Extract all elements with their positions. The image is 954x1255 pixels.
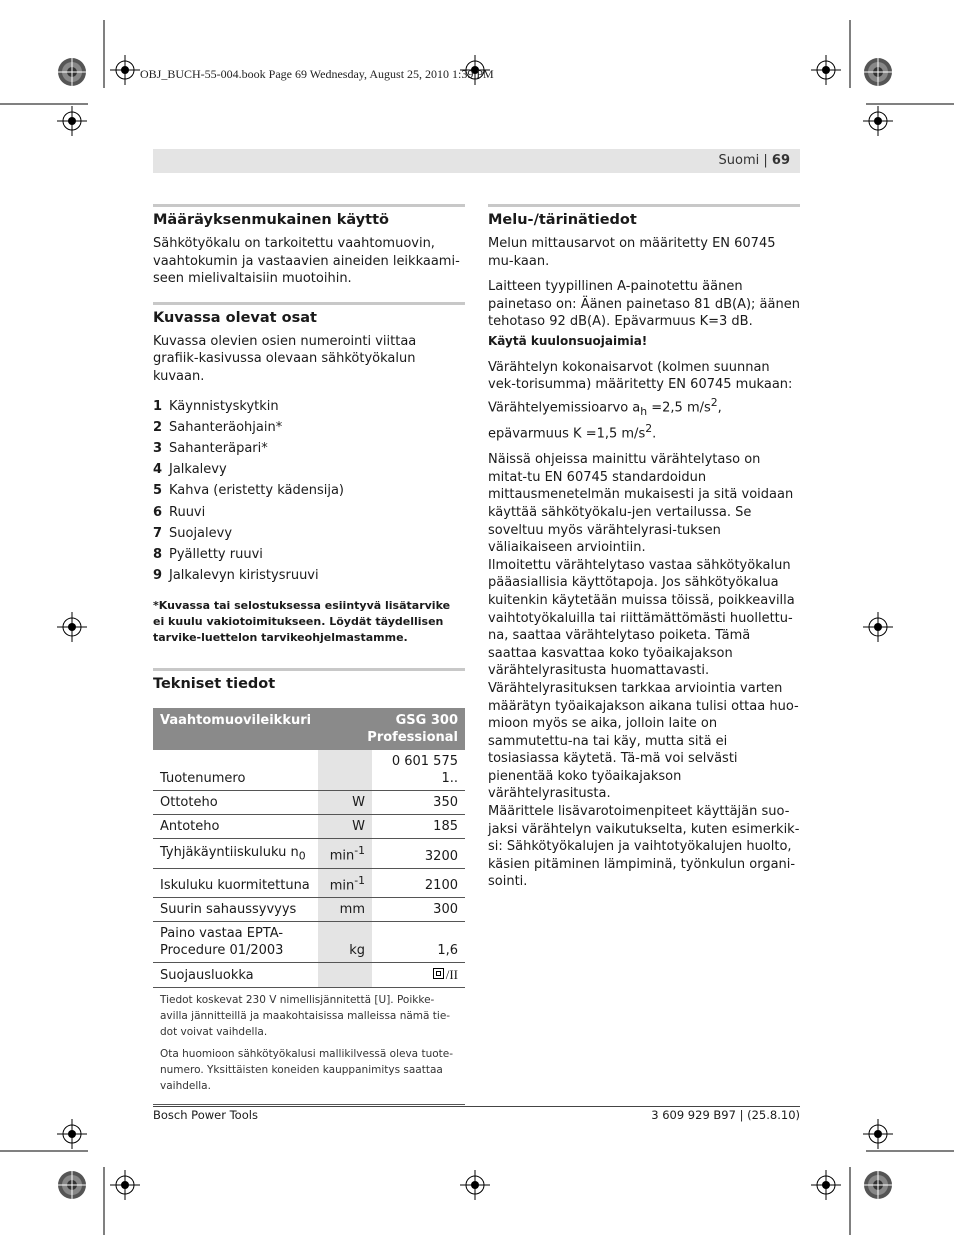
language-label: Suomi	[718, 153, 760, 168]
item-label: Kahva (eristetty kädensija)	[169, 483, 344, 499]
print-header: OBJ_BUCH-55-004.book Page 69 Wednesday, August 25, 2010 1:39 PM	[140, 67, 494, 81]
row-unit-text: min	[329, 877, 355, 893]
row-label: Tuotenumero	[153, 750, 318, 791]
intended-use-heading: Määräyksenmukainen käyttö	[153, 212, 389, 228]
protection-class-value: /II	[445, 966, 458, 982]
row-unit	[318, 962, 372, 987]
vib-sub: h	[640, 404, 648, 418]
vib-text-a: Värähtelyn kokonaisarvot (kolmen suunnan vek-torisumma) määritetty EN 60745 mukaan: Värähtelyemissioarvo a	[488, 359, 793, 416]
item-label: Pyälletty ruuvi	[169, 546, 263, 562]
vib-text-d: .	[652, 426, 657, 442]
table-row	[153, 815, 465, 839]
row-unit	[318, 868, 372, 897]
model-header	[318, 708, 465, 750]
page-header-label	[719, 153, 790, 168]
spec-table	[153, 708, 465, 988]
components-heading: Kuvassa olevat osat	[153, 309, 317, 326]
footer-doc-number: 3 609 929 B97 | (25.8.10)	[651, 1108, 800, 1122]
list-item	[153, 398, 465, 419]
row-label: Paino vastaa EPTA-Procedure 01/2003	[153, 921, 318, 962]
table-row	[153, 791, 465, 815]
item-number: 6	[153, 504, 163, 520]
item-number: 2	[153, 419, 163, 435]
components-list	[153, 398, 465, 589]
noise-paragraph: Melun mittausarvot on määritetty EN 60745 mu-kaan.	[488, 236, 776, 269]
vib-text-b: =2,5 m/s	[647, 400, 711, 416]
product-name-header: Vaahtomuovileikkuri	[153, 708, 318, 750]
row-label-sub: 0	[298, 849, 306, 863]
row-value: 350	[372, 791, 465, 815]
table-row	[153, 750, 465, 791]
vibration-paragraph: Määrittele lisävarotoimenpiteet käyttäjän suo-jaksi värähtelyn vaikutukselta, kuten esimerkik-si: Sähkötyökalujen ja vaihtotyökalujen huolto, käsien pitäminen lämpiminä, työnkulun organi-sointi.	[488, 804, 800, 890]
footer-brand: Bosch Power Tools	[153, 1108, 258, 1122]
components-intro: Kuvassa olevien osien numerointi viittaa grafiik-kasivussa olevaan sähkötyökalun kuvaan.	[153, 333, 417, 384]
row-unit-text: min	[329, 848, 355, 864]
protection-class-icon	[433, 968, 444, 979]
item-number: 7	[153, 525, 163, 541]
noise-heading: Melu-/tärinätiedot	[488, 212, 637, 228]
table-note: Tiedot koskevat 230 V nimellisjännitettä [U]. Poikke-avilla jännitteillä ja maakohtaisissa malleissa nämä tie-dot voivat vaihdella.	[160, 993, 451, 1038]
intended-use-text: Sähkötyökalu on tarkoitettu vaahtomuovin, vaahtokumin ja vastaavien aineiden leikkaami-seen mielivaltaisiin muotoihin.	[153, 236, 460, 287]
table-note: Ota huomioon sähkötyökalusi mallikilvessä oleva tuote-numero. Yksittäisten koneiden kauppanimitys saattaa vaihdella.	[160, 1047, 454, 1092]
list-item	[153, 504, 465, 525]
vibration-paragraph: Ilmoitettu värähtelytaso vastaa sähkötyökalun pääasiallisia käyttötapoja. Jos sähkötyökalua kuitenkin käytetään muissa töissä, poikkeavilla vaihtotyökaluilla tai riittämättömästi huollettu-na, saattaa värähtelytaso poiketa. Tämä saattaa kasvattaa koko työaikajakson värähtelyrasitusta huomattavasti.	[488, 557, 795, 679]
row-unit-sup: -1	[354, 844, 365, 858]
item-number: 8	[153, 546, 163, 562]
accessory-footnote: *Kuvassa tai selostuksessa esiintyvä lisätarvike ei kuulu vakiotoimitukseen. Löydät täydellisen tarvike-luettelon tarvikeohjelmastamme.	[153, 599, 451, 645]
item-number: 9	[153, 568, 163, 584]
table-header-row	[153, 708, 465, 750]
row-unit: kg	[318, 921, 372, 962]
page-header-bar	[153, 149, 800, 173]
item-number: 3	[153, 440, 163, 456]
vib-sup: 2	[645, 422, 653, 436]
model-line1: GSG 300	[395, 713, 458, 729]
row-value: 185	[372, 815, 465, 839]
vib-text-c: , epävarmuus K =1,5 m/s	[488, 400, 722, 442]
vibration-paragraph: Värähtelyrasituksen tarkkaa arviointia varten määrätyn työaikajakson aikana tulisi ottaa huo-mioon myös se aika, jolloin laite on sammutettu-na tai käy, mutta sitä ei tosiasiassa käytetä. Tä-mä voi selvästi pienentää koko työaikajakson värähtelyrasitusta.	[488, 680, 799, 802]
table-row	[153, 839, 465, 868]
list-item	[153, 482, 465, 503]
row-label: Iskuluku kuormitettuna	[153, 868, 318, 897]
row-label: Ottoteho	[153, 791, 318, 815]
technical-heading: Tekniset tiedot	[153, 676, 276, 693]
row-value: 300	[372, 897, 465, 921]
row-value: 1,6	[372, 921, 465, 962]
table-row	[153, 921, 465, 962]
list-item	[153, 419, 465, 440]
item-label: Ruuvi	[169, 504, 206, 520]
row-unit: W	[318, 791, 372, 815]
row-unit	[318, 839, 372, 868]
list-item	[153, 525, 465, 546]
table-row	[153, 868, 465, 897]
item-number: 1	[153, 398, 163, 414]
technical-section	[153, 668, 465, 1105]
item-label: Sahanteräpari*	[169, 440, 268, 456]
row-unit	[318, 750, 372, 791]
noise-vibration-section	[488, 204, 800, 891]
vibration-paragraph	[488, 359, 800, 444]
item-label: Sahanteräohjain*	[169, 419, 283, 435]
list-item	[153, 567, 465, 588]
page-number: 69	[771, 153, 790, 168]
right-column	[488, 204, 800, 891]
footer-rule	[153, 1106, 800, 1107]
row-label-text: Tyhjäkäyntiiskuluku n	[160, 844, 299, 860]
table-row	[153, 897, 465, 921]
row-unit-sup: -1	[354, 873, 365, 887]
vibration-paragraph: Näissä ohjeissa mainittu värähtelytaso on mitat-tu EN 60745 standardoidun mittausmenetelmän mukaisesti ja sitä voidaan käyttää sähkötyökalu-jen vertailussa. Se soveltuu myös värähtelyrasi-tuksen väliaikaiseen arviointiin.	[488, 452, 794, 556]
list-item	[153, 546, 465, 567]
row-label	[153, 839, 318, 868]
table-end-rule	[153, 1104, 465, 1105]
model-line2: Professional	[367, 730, 458, 746]
hearing-protection-warning: Käytä kuulonsuojaimia!	[488, 333, 648, 348]
row-label: Antoteho	[153, 815, 318, 839]
header-separator: |	[759, 153, 772, 168]
row-label: Suurin sahaussyvyys	[153, 897, 318, 921]
vib-sup: 2	[710, 395, 718, 409]
row-value: 0 601 575 1..	[372, 750, 465, 791]
table-notes	[153, 988, 465, 1104]
list-item	[153, 440, 465, 461]
item-label: Jalkalevy	[169, 462, 227, 478]
item-number: 4	[153, 462, 163, 478]
row-label: Suojausluokka	[153, 962, 318, 987]
item-number: 5	[153, 483, 163, 499]
list-item	[153, 461, 465, 482]
table-row	[153, 962, 465, 987]
item-label: Käynnistyskytkin	[169, 398, 279, 414]
row-value	[372, 962, 465, 987]
row-value: 3200	[372, 839, 465, 868]
intended-use-section	[153, 204, 465, 288]
item-label: Suojalevy	[169, 525, 233, 541]
row-value: 2100	[372, 868, 465, 897]
item-label: Jalkalevyn kiristysruuvi	[169, 568, 319, 584]
left-column	[153, 204, 465, 1105]
noise-paragraph: Laitteen tyypillinen A-painotettu äänen painetaso on: Äänen painetaso 81 dB(A); äänen tehotaso 92 dB(A). Epävarmuus K=3 dB.	[488, 279, 800, 330]
row-unit: W	[318, 815, 372, 839]
row-unit: mm	[318, 897, 372, 921]
components-section	[153, 302, 465, 646]
